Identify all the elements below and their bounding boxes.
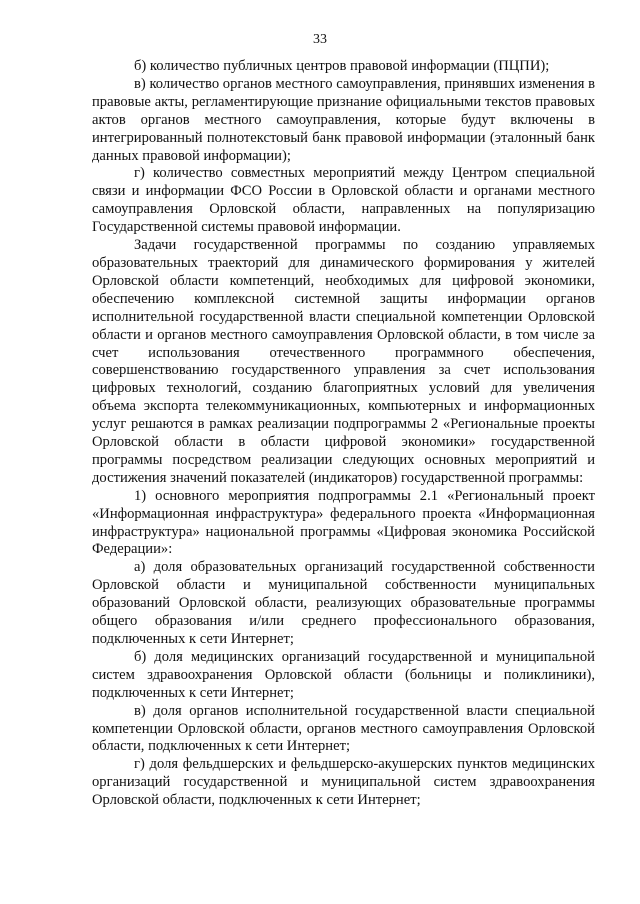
paragraph-main-activity-2-1: 1) основного мероприятия подпрограммы 2.1 «Региональный проект «Информационная инфраструктура» федерального проекта «Информационная инфраструктура» национальной программы «Цифровая экономика Российской Федерации»: — [92, 487, 595, 558]
paragraph-item-b-public-centers: б) количество публичных центров правовой информации (ПЦПИ); — [134, 58, 550, 74]
paragraph-program-tasks: Задачи государственной программы по созданию управляемых образовательных траекторий для динамического формирования у жителей Орловской области компетенций, необходимых для цифровой экономики, обеспечению комплексной системной защиты информации органов исполнительной государственной власти специальной компетенции Орловской области и органов местного самоуправления Орловской области, в том числе за счет использования отечественного программного обеспечения, совершенствованию государственного управления за счет использования цифровых технологий, созданию благоприятных условий для увеличения объема экспорта телекоммуникационных, компьютерных и информационных услуг решаются в рамках реализации подпрограммы 2 «Региональные проекты Орловской области в области цифровой экономики» государственной программы посредством реализации следующих основных мероприятий и достижения значений показателей (индикаторов) государственной программы: — [92, 237, 595, 486]
paragraph-indicator-v-authorities: в) доля органов исполнительной государственной власти специальной компетенции Орловской области, органов местного самоуправления Орловской области, подключенных к сети Интернет; — [92, 702, 595, 755]
paragraph-indicator-a-education: а) доля образовательных организаций государственной собственности Орловской области и муниципальной собственности муниципальных образований Орловской области, реализующих образовательные программы общего образования и/или среднего профессионального образования, подключенных к сети Интернет; — [92, 559, 595, 647]
paragraph-indicator-b-medical: б) доля медицинских организаций государственной и муниципальной систем здравоохранения Орловской области (больницы и поликлиники), подключенных к сети Интернет; — [92, 648, 595, 701]
document-body — [92, 58, 595, 810]
page-number: 33 — [313, 32, 327, 47]
paragraph-item-v-local-authorities: в) количество органов местного самоуправления, принявших изменения в правовые акты, регламентирующие признание официальными текстов правовых актов органов местного самоуправления, которые будут включены в интегрированный полнотекстовый банк правовой информации (эталонный банк данных правовой информации); — [92, 75, 595, 164]
paragraph-item-g-joint-events: г) количество совместных мероприятий между Центром специальной связи и информации ФСО России в Орловской области и органами местного самоуправления Орловской области, направленных на популяризацию Государственной системы правовой информации. — [92, 165, 595, 236]
paragraph-indicator-g-feldsher-points: г) доля фельдшерских и фельдшерско-акушерских пунктов медицинских организаций государственной и муниципальной систем здравоохранения Орловской области, подключенных к сети Интернет; — [92, 756, 595, 809]
